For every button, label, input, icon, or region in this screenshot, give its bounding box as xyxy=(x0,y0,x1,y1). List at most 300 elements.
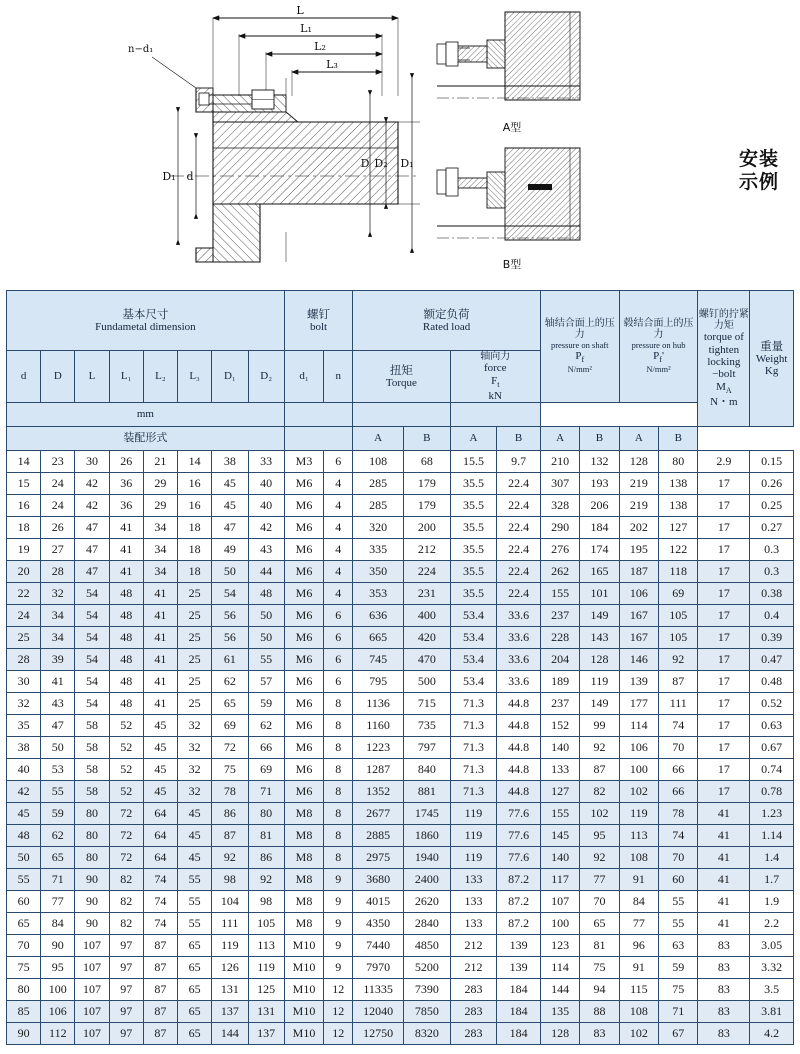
table-cell: 735 xyxy=(404,714,451,736)
table-cell: 127 xyxy=(659,516,698,538)
table-cell: 29 xyxy=(143,494,177,516)
table-cell: 96 xyxy=(619,934,658,956)
table-cell: 82 xyxy=(109,912,143,934)
table-cell: 77 xyxy=(580,868,619,890)
table-cell: 65 xyxy=(178,934,212,956)
table-cell: 219 xyxy=(619,494,658,516)
table-cell: M6 xyxy=(284,560,323,582)
table-cell: 17 xyxy=(698,736,750,758)
table-row xyxy=(7,758,794,780)
table-cell: 42 xyxy=(7,780,41,802)
table-cell: 1287 xyxy=(353,758,404,780)
table-cell: 97 xyxy=(109,1022,143,1044)
table-cell: 108 xyxy=(353,450,404,472)
table-cell: 32 xyxy=(178,758,212,780)
table-cell: 38 xyxy=(212,450,248,472)
table-cell: 64 xyxy=(143,802,177,824)
table-cell: 0.52 xyxy=(750,692,794,714)
header-assembly-type: 装配形式 xyxy=(7,426,285,450)
table-row xyxy=(7,494,794,516)
table-cell: 131 xyxy=(212,978,248,1000)
table-cell: 320 xyxy=(353,516,404,538)
header-pressure-shaft: 轴结合面上的压力 pressure on shaft $P_f$ N/mm² xyxy=(540,291,619,403)
table-cell: 137 xyxy=(248,1022,284,1044)
table-cell: 83 xyxy=(698,1022,750,1044)
table-cell: 26 xyxy=(109,450,143,472)
table-cell: 106 xyxy=(41,1000,75,1022)
table-cell: 1.4 xyxy=(750,846,794,868)
table-cell: 44.8 xyxy=(497,714,541,736)
table-cell: 55 xyxy=(248,648,284,670)
table-cell: 66 xyxy=(659,780,698,802)
spec-table-wrap xyxy=(0,290,800,1045)
table-cell: 85 xyxy=(7,1000,41,1022)
table-cell: 18 xyxy=(178,538,212,560)
table-cell: 1352 xyxy=(353,780,404,802)
table-cell: 87.2 xyxy=(497,890,541,912)
table-cell: 187 xyxy=(619,560,658,582)
table-cell: 41 xyxy=(143,692,177,714)
table-cell: 54 xyxy=(75,582,109,604)
table-cell: 2677 xyxy=(353,802,404,824)
table-cell: 17 xyxy=(698,758,750,780)
table-cell: 22.4 xyxy=(497,560,541,582)
table-cell: 17 xyxy=(698,604,750,626)
table-cell: 44.8 xyxy=(497,780,541,802)
table-cell: 95 xyxy=(41,956,75,978)
dim-label-L: L xyxy=(296,4,304,17)
table-cell: 119 xyxy=(450,846,497,868)
table-cell: 184 xyxy=(497,1000,541,1022)
col-L3: L₃ xyxy=(178,351,212,403)
header-bolt: 螺钉 bolt xyxy=(284,291,352,351)
table-cell: 1160 xyxy=(353,714,404,736)
table-cell: 64 xyxy=(143,846,177,868)
table-cell: 60 xyxy=(659,868,698,890)
table-cell: 200 xyxy=(404,516,451,538)
col-L: L xyxy=(75,351,109,403)
table-cell: 65 xyxy=(178,1022,212,1044)
table-cell: 25 xyxy=(178,626,212,648)
table-cell: 0.47 xyxy=(750,648,794,670)
table-row xyxy=(7,538,794,560)
table-cell: 0.63 xyxy=(750,714,794,736)
table-cell: 149 xyxy=(580,692,619,714)
table-cell: 87 xyxy=(143,934,177,956)
table-cell: 61 xyxy=(212,648,248,670)
table-cell: 107 xyxy=(540,890,579,912)
table-cell: 4015 xyxy=(353,890,404,912)
table-cell: 189 xyxy=(540,670,579,692)
table-cell: 8320 xyxy=(404,1022,451,1044)
col-D2: D₂ xyxy=(248,351,284,403)
table-cell: 11335 xyxy=(353,978,404,1000)
table-cell: 4350 xyxy=(353,912,404,934)
table-cell: M10 xyxy=(284,956,323,978)
table-cell: 97 xyxy=(109,934,143,956)
table-cell: 44.8 xyxy=(497,736,541,758)
table-cell: 50 xyxy=(41,736,75,758)
table-cell: 66 xyxy=(659,758,698,780)
table-cell: 77.6 xyxy=(497,802,541,824)
table-cell: 219 xyxy=(619,472,658,494)
header-weight: 重量 Weight Kg xyxy=(750,291,794,427)
table-cell: 139 xyxy=(619,670,658,692)
table-cell: 262 xyxy=(540,560,579,582)
table-cell: 33.6 xyxy=(497,648,541,670)
table-cell: M8 xyxy=(284,824,323,846)
table-cell: 92 xyxy=(580,846,619,868)
table-cell: 283 xyxy=(450,978,497,1000)
table-cell: 115 xyxy=(619,978,658,1000)
table-cell: 167 xyxy=(619,626,658,648)
table-cell: 95 xyxy=(580,824,619,846)
table-cell: 167 xyxy=(619,604,658,626)
table-cell: 174 xyxy=(580,538,619,560)
table-cell: 59 xyxy=(41,802,75,824)
table-cell: 53 xyxy=(41,758,75,780)
table-cell: 74 xyxy=(659,714,698,736)
table-cell: 84 xyxy=(41,912,75,934)
table-cell: 8 xyxy=(324,758,353,780)
table-cell: 285 xyxy=(353,494,404,516)
table-cell: 16 xyxy=(7,494,41,516)
table-cell: 25 xyxy=(178,604,212,626)
table-cell: 32 xyxy=(7,692,41,714)
header-shaft-B: B xyxy=(580,426,619,450)
table-cell: 4 xyxy=(324,472,353,494)
table-cell: 39 xyxy=(41,648,75,670)
table-cell: 48 xyxy=(109,692,143,714)
table-cell: 87 xyxy=(143,956,177,978)
table-row xyxy=(7,802,794,824)
table-cell: 22.4 xyxy=(497,538,541,560)
table-cell: 53.4 xyxy=(450,626,497,648)
table-cell: 2.2 xyxy=(750,912,794,934)
table-cell: 59 xyxy=(659,956,698,978)
table-cell: 128 xyxy=(580,648,619,670)
table-cell: 54 xyxy=(212,582,248,604)
table-row xyxy=(7,846,794,868)
table-cell: 9 xyxy=(324,956,353,978)
table-cell: 50 xyxy=(212,560,248,582)
table-cell: 23 xyxy=(41,450,75,472)
table-cell: 102 xyxy=(619,780,658,802)
table-cell: 71.3 xyxy=(450,692,497,714)
table-row xyxy=(7,670,794,692)
table-cell: 66 xyxy=(248,736,284,758)
table-row xyxy=(7,868,794,890)
table-cell: 22.4 xyxy=(497,472,541,494)
table-cell: 290 xyxy=(540,516,579,538)
table-cell: 1136 xyxy=(353,692,404,714)
table-row xyxy=(7,956,794,978)
header-assembly-blank xyxy=(284,426,352,450)
table-cell: M10 xyxy=(284,1000,323,1022)
table-cell: 42 xyxy=(248,516,284,538)
table-cell: 71 xyxy=(248,780,284,802)
table-cell: 41 xyxy=(143,582,177,604)
table-cell: 133 xyxy=(450,912,497,934)
table-cell: M10 xyxy=(284,1022,323,1044)
table-cell: 745 xyxy=(353,648,404,670)
table-cell: 12040 xyxy=(353,1000,404,1022)
col-L1: L₁ xyxy=(109,351,143,403)
table-cell: 108 xyxy=(619,846,658,868)
table-cell: 17 xyxy=(698,494,750,516)
table-cell: 75 xyxy=(7,956,41,978)
table-cell: 69 xyxy=(659,582,698,604)
table-cell: 71 xyxy=(41,868,75,890)
technical-drawing xyxy=(0,0,800,290)
table-cell: 72 xyxy=(212,736,248,758)
table-cell: 105 xyxy=(659,604,698,626)
table-cell: 48 xyxy=(109,626,143,648)
table-cell: 67 xyxy=(659,1022,698,1044)
table-cell: 4 xyxy=(324,516,353,538)
table-cell: 41 xyxy=(698,868,750,890)
table-cell: 8 xyxy=(324,780,353,802)
table-cell: 8 xyxy=(324,714,353,736)
table-cell: 2840 xyxy=(404,912,451,934)
table-cell: 48 xyxy=(109,670,143,692)
table-cell: 840 xyxy=(404,758,451,780)
table-cell: 184 xyxy=(580,516,619,538)
table-cell: 195 xyxy=(619,538,658,560)
table-cell: 8 xyxy=(324,802,353,824)
table-cell: 285 xyxy=(353,472,404,494)
table-cell: 19 xyxy=(7,538,41,560)
table-cell: 65 xyxy=(178,956,212,978)
table-cell: M8 xyxy=(284,890,323,912)
table-cell: 58 xyxy=(75,780,109,802)
table-cell: 75 xyxy=(212,758,248,780)
table-cell: M6 xyxy=(284,538,323,560)
table-cell: 64 xyxy=(143,824,177,846)
table-cell: 62 xyxy=(41,824,75,846)
table-cell: 30 xyxy=(7,670,41,692)
table-cell: 78 xyxy=(659,802,698,824)
table-cell: 50 xyxy=(7,846,41,868)
table-cell: 48 xyxy=(109,648,143,670)
table-cell: 53.4 xyxy=(450,604,497,626)
table-cell: 40 xyxy=(248,494,284,516)
table-cell: 4.2 xyxy=(750,1022,794,1044)
table-row xyxy=(7,890,794,912)
table-cell: 45 xyxy=(212,494,248,516)
spec-table xyxy=(6,290,794,1045)
table-cell: 41 xyxy=(143,604,177,626)
col-L2: L₂ xyxy=(143,351,177,403)
table-cell: M6 xyxy=(284,604,323,626)
table-cell: 70 xyxy=(7,934,41,956)
table-row xyxy=(7,1000,794,1022)
table-cell: 83 xyxy=(698,1000,750,1022)
table-cell: 41 xyxy=(41,670,75,692)
table-cell: 35.5 xyxy=(450,516,497,538)
header-force-B: B xyxy=(497,426,541,450)
table-cell: 49 xyxy=(212,538,248,560)
table-cell: 35.5 xyxy=(450,560,497,582)
table-cell: 119 xyxy=(450,824,497,846)
table-cell: 34 xyxy=(143,538,177,560)
table-cell: 0.15 xyxy=(750,450,794,472)
table-cell: 55 xyxy=(178,868,212,890)
table-cell: 41 xyxy=(698,802,750,824)
table-cell: 231 xyxy=(404,582,451,604)
dim-label-d: d xyxy=(186,170,194,183)
table-cell: 224 xyxy=(404,560,451,582)
table-cell: 100 xyxy=(540,912,579,934)
header-mm-unit: mm xyxy=(7,402,285,426)
table-cell: 128 xyxy=(619,450,658,472)
table-cell: 135 xyxy=(540,1000,579,1022)
table-cell: 83 xyxy=(698,934,750,956)
table-cell: 8 xyxy=(324,846,353,868)
table-cell: 36 xyxy=(109,472,143,494)
table-cell: 1.7 xyxy=(750,868,794,890)
table-cell: M6 xyxy=(284,626,323,648)
header-hub-A: A xyxy=(619,426,658,450)
table-cell: 34 xyxy=(41,604,75,626)
table-cell: 17 xyxy=(698,692,750,714)
table-cell: 99 xyxy=(580,714,619,736)
table-cell: 125 xyxy=(248,978,284,1000)
table-cell: 83 xyxy=(580,1022,619,1044)
table-cell: 118 xyxy=(659,560,698,582)
col-bolt-n: n xyxy=(324,351,353,403)
table-cell: M6 xyxy=(284,494,323,516)
table-cell: M6 xyxy=(284,692,323,714)
table-cell: 9.7 xyxy=(497,450,541,472)
table-cell: 33.6 xyxy=(497,626,541,648)
table-cell: 45 xyxy=(143,714,177,736)
table-cell: 113 xyxy=(248,934,284,956)
table-cell: 106 xyxy=(619,582,658,604)
table-cell: 106 xyxy=(619,736,658,758)
table-cell: 155 xyxy=(540,802,579,824)
table-cell: 1.14 xyxy=(750,824,794,846)
table-cell: 43 xyxy=(41,692,75,714)
table-cell: 75 xyxy=(580,956,619,978)
table-cell: 146 xyxy=(619,648,658,670)
table-cell: 90 xyxy=(75,912,109,934)
table-cell: 81 xyxy=(248,824,284,846)
table-cell: 3.5 xyxy=(750,978,794,1000)
table-cell: 43 xyxy=(248,538,284,560)
table-cell: 105 xyxy=(659,626,698,648)
table-cell: 40 xyxy=(248,472,284,494)
table-cell: 74 xyxy=(143,890,177,912)
table-cell: 119 xyxy=(212,934,248,956)
table-cell: 328 xyxy=(540,494,579,516)
col-D1: D₁ xyxy=(212,351,248,403)
table-cell: 113 xyxy=(619,824,658,846)
table-cell: 22 xyxy=(7,582,41,604)
table-cell: 55 xyxy=(178,912,212,934)
header-basic-dimension: 基本尺寸 Fundametal dimension xyxy=(7,291,285,351)
dim-label-L2: L₂ xyxy=(314,40,326,53)
table-cell: 90 xyxy=(7,1022,41,1044)
table-cell: 139 xyxy=(497,956,541,978)
header-tighten-torque: 螺钉的拧紧力矩 torque of tighten locking −bolt $M_A$ N・m xyxy=(698,291,750,427)
table-cell: 80 xyxy=(659,450,698,472)
table-cell: 500 xyxy=(404,670,451,692)
table-cell: 3.32 xyxy=(750,956,794,978)
table-cell: 35.5 xyxy=(450,582,497,604)
table-cell: 74 xyxy=(143,868,177,890)
table-cell: 17 xyxy=(698,538,750,560)
table-cell: 63 xyxy=(659,934,698,956)
table-cell: 70 xyxy=(580,890,619,912)
table-cell: 3680 xyxy=(353,868,404,890)
table-cell: 80 xyxy=(75,802,109,824)
table-cell: 12 xyxy=(324,1000,353,1022)
dim-label-D1-outer: D₁ xyxy=(400,157,414,170)
table-cell: 126 xyxy=(212,956,248,978)
table-cell: 133 xyxy=(450,868,497,890)
table-cell: 9 xyxy=(324,868,353,890)
table-cell: 22.4 xyxy=(497,494,541,516)
table-cell: 6 xyxy=(324,450,353,472)
table-cell: 30 xyxy=(75,450,109,472)
table-cell: 2.9 xyxy=(698,450,750,472)
table-cell: M3 xyxy=(284,450,323,472)
table-cell: 97 xyxy=(109,956,143,978)
table-cell: 155 xyxy=(540,582,579,604)
table-cell: 54 xyxy=(75,670,109,692)
table-cell: M6 xyxy=(284,670,323,692)
table-cell: 36 xyxy=(109,494,143,516)
table-cell: 98 xyxy=(212,868,248,890)
table-cell: 184 xyxy=(497,978,541,1000)
table-cell: M8 xyxy=(284,868,323,890)
table-cell: 7390 xyxy=(404,978,451,1000)
table-cell: M8 xyxy=(284,846,323,868)
table-cell: 32 xyxy=(178,736,212,758)
table-cell: 87 xyxy=(143,1000,177,1022)
table-cell: 71 xyxy=(659,1000,698,1022)
table-cell: 104 xyxy=(212,890,248,912)
table-cell: 92 xyxy=(248,868,284,890)
table-cell: 33.6 xyxy=(497,604,541,626)
table-cell: 2620 xyxy=(404,890,451,912)
table-cell: 28 xyxy=(7,648,41,670)
table-cell: 47 xyxy=(75,560,109,582)
table-cell: 152 xyxy=(540,714,579,736)
table-cell: 0.27 xyxy=(750,516,794,538)
table-cell: M6 xyxy=(284,516,323,538)
table-cell: 98 xyxy=(248,890,284,912)
install-example-title: 安装示例 xyxy=(738,148,779,193)
table-cell: 1745 xyxy=(404,802,451,824)
table-cell: 114 xyxy=(540,956,579,978)
table-cell: 72 xyxy=(109,846,143,868)
table-cell: 17 xyxy=(698,714,750,736)
table-cell: 128 xyxy=(540,1022,579,1044)
table-cell: 107 xyxy=(75,978,109,1000)
table-cell: 35.5 xyxy=(450,538,497,560)
table-cell: 78 xyxy=(212,780,248,802)
table-cell: 41 xyxy=(109,538,143,560)
table-cell: 212 xyxy=(450,934,497,956)
table-cell: 82 xyxy=(580,780,619,802)
dim-label-D2: D₂ xyxy=(374,157,388,170)
table-cell: 16 xyxy=(178,472,212,494)
table-cell: 45 xyxy=(143,736,177,758)
table-cell: 80 xyxy=(75,824,109,846)
table-cell: 112 xyxy=(41,1022,75,1044)
